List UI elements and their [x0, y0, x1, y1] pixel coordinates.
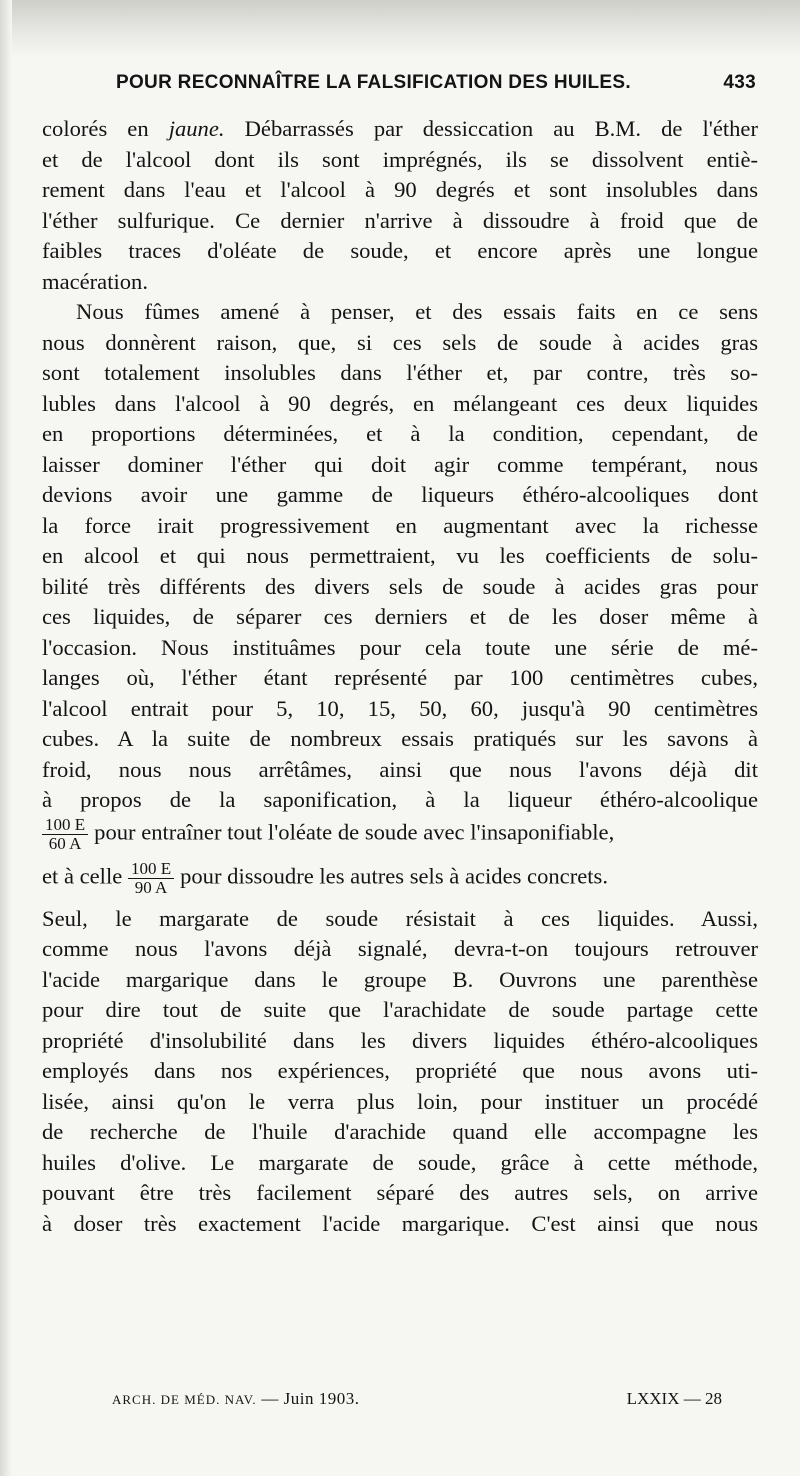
text-run: pour dissoudre les autres sels à acides concrets. — [180, 863, 608, 889]
text-line: pour dire tout de suite que l'arachidate de soude partage cette — [42, 997, 758, 1022]
text-line: l'éther sulfurique. Ce dernier n'arrive à dissoudre à froid que de — [42, 207, 758, 233]
text-line: à doser très exactement l'acide margarique. C'est ainsi que nous — [42, 1210, 758, 1236]
fraction-line — [42, 816, 758, 860]
text-run: pour entraîner tout l'oléate de soude avec l'insaponifiable, — [94, 819, 615, 845]
text-line: et de l'alcool dont ils sont imprégnés, ils se dissolvent entiè- — [42, 146, 758, 172]
text-line: propriété d'insolubilité dans les divers liquides éthéro-alcooliques — [42, 1027, 758, 1053]
fraction-denominator: 90 A — [134, 877, 168, 897]
text-run: et à celle — [42, 863, 123, 889]
text-line: l'alcool entrait pour 5, 10, 15, 50, 60, jusqu'à 90 centimètres — [42, 695, 758, 721]
fraction-numerator: 100 E — [42, 816, 88, 835]
text-line: macération. — [42, 268, 149, 294]
text-line: ces liquides, de séparer ces derniers et de les doser même à — [42, 604, 758, 629]
italic-word: jaune. — [168, 116, 225, 141]
text-line: l'acide margarique dans le groupe B. Ouvrons une parenthèse — [42, 966, 758, 992]
text-line: Seul, le margarate de soude résistait à ces liquides. Aussi, — [42, 905, 758, 931]
text-line: comme nous l'avons déjà signalé, devra-t-on toujours retrouver — [42, 936, 758, 961]
text-line: langes où, l'éther étant représenté par 100 centimètres cubes, — [42, 665, 758, 690]
text-line: bilité très différents des divers sels de soude à acides gras pour — [42, 573, 758, 599]
text-line: rement dans l'eau et l'alcool à 90 degrés et sont insolubles dans — [42, 177, 758, 202]
text-line: sont totalement insolubles dans l'éther et, par contre, très so- — [42, 360, 758, 385]
running-title: POUR RECONNAÎTRE LA FALSIFICATION DES HUILES. — [116, 72, 631, 93]
text-line: faibles traces d'oléate de soude, et encore après une longue — [42, 238, 758, 263]
body-text — [42, 114, 758, 1239]
running-header — [86, 68, 756, 100]
text-line: pouvant être très facilement séparé des autres sels, on arrive — [42, 1180, 758, 1205]
text-line: laisser dominer l'éther qui doit agir comme tempérant, nous — [42, 451, 758, 477]
paragraph-start-line: Nous fûmes amené à penser, et des essais faits en ce sens — [76, 299, 758, 324]
text-line: froid, nous nous arrêtâmes, ainsi que nous l'avons déjà dit — [42, 756, 758, 782]
text-line: lisée, ainsi qu'on le verra plus loin, pour instituer un procédé — [42, 1088, 758, 1114]
text-line: colorés en jaune. Débarrassés par dessiccation au B.M. de l'éther — [42, 116, 758, 141]
text-line: en proportions déterminées, et à la condition, cependant, de — [42, 421, 758, 446]
text-line: l'occasion. Nous instituâmes pour cela toute une série de mé- — [42, 634, 758, 660]
page-number: 433 — [723, 72, 756, 93]
text-line: à propos de la saponification, à la liqueur éthéro-alcoolique — [42, 787, 758, 812]
fraction-line — [42, 860, 758, 904]
text-line: de recherche de l'huile d'arachide quand elle accompagne les — [42, 1119, 758, 1144]
fraction-numerator: 100 E — [128, 860, 174, 879]
text-line: lubles dans l'alcool à 90 degrés, en mélangeant ces deux liquides — [42, 390, 758, 416]
fraction-100E-90A — [128, 860, 174, 897]
text-line: employés dans nos expériences, propriété que nous avons uti- — [42, 1058, 758, 1083]
page-footer — [112, 1389, 722, 1417]
text-line: cubes. A la suite de nombreux essais pratiqués sur les savons à — [42, 726, 758, 751]
scan-top-edge — [0, 0, 800, 58]
text-line: huiles d'olive. Le margarate de soude, grâce à cette méthode, — [42, 1149, 758, 1175]
footer-source: ARCH. DE MÉD. NAV. — Juin 1903. — [112, 1389, 360, 1408]
footer-signature: LXXIX — 28 — [626, 1389, 722, 1408]
text-line: en alcool et qui nous permettraient, vu les coefficients de solu- — [42, 543, 758, 568]
text-line: la force irait progressivement en augmentant avec la richesse — [42, 512, 758, 538]
fraction-100E-60A — [42, 816, 88, 853]
fraction-denominator: 60 A — [48, 833, 82, 853]
text-line: devions avoir une gamme de liqueurs éthéro-alcooliques dont — [42, 482, 758, 507]
scan-left-edge — [0, 0, 12, 1476]
text-line: nous donnèrent raison, que, si ces sels de soude à acides gras — [42, 329, 758, 355]
